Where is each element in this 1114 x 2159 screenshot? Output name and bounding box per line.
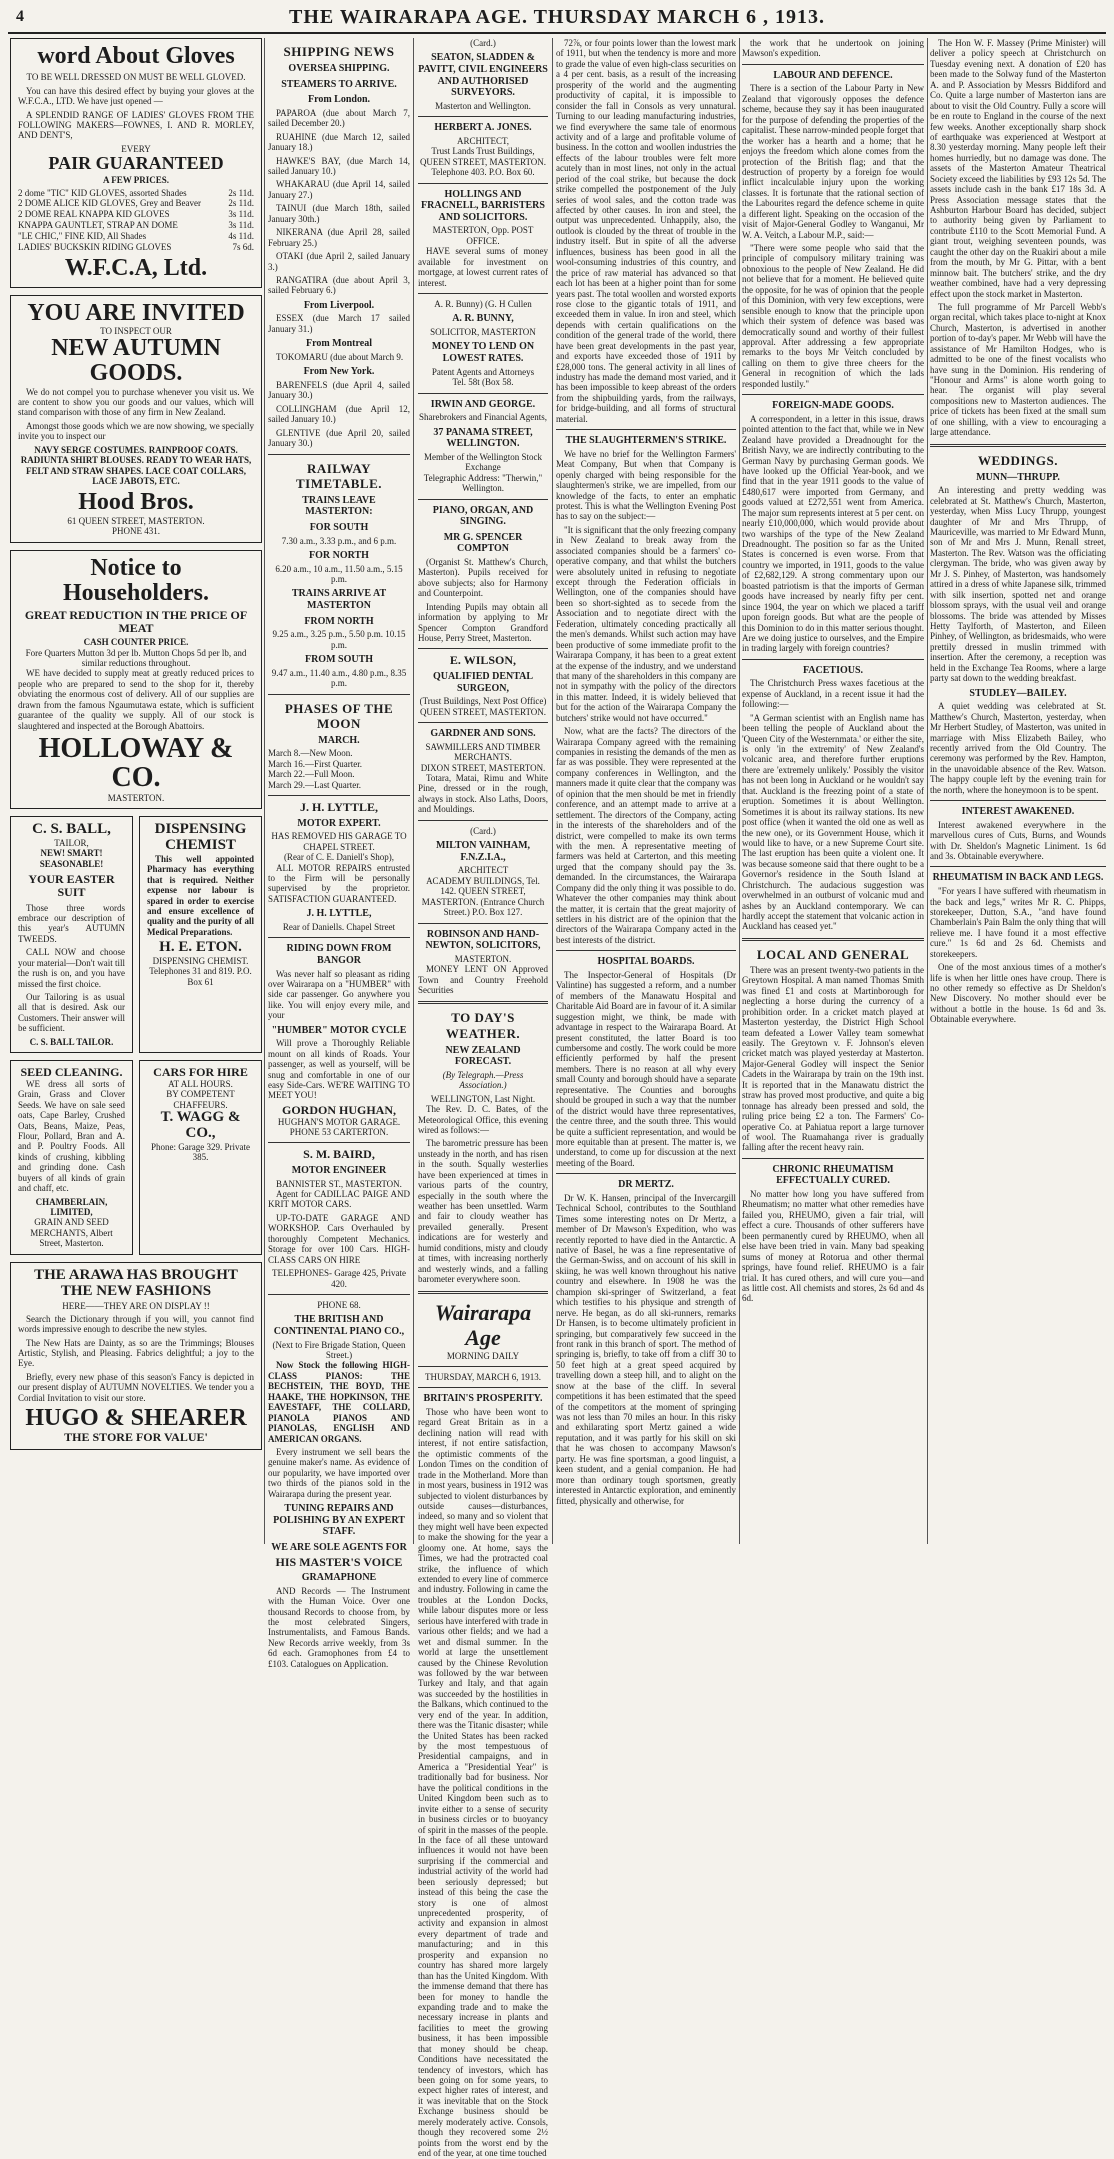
oversea-shipping: OVERSEA SHIPPING. <box>288 63 390 75</box>
ball-signature: C. S. BALL TAILOR. <box>29 1036 114 1047</box>
holloway-body: WE have decided to supply meat at greatly reduced prices to people who are prepared to send to the shop for it, thereby obviating the enormous cost of delivery. All of our supplies are drawn from the famous Ngaumutawa estate, which is sufficient guarantee of the quality we supply. All of our stock is slaughtered and inspected at the Borough Abattoirs. <box>18 668 254 731</box>
gardner-firm: GARDNER AND SONS. <box>430 728 536 740</box>
leader-date: THURSDAY, MARCH 6, 1913. <box>424 1372 542 1382</box>
shipping-line: RUAHINE (due March 12, sailed January 18.) <box>268 131 410 153</box>
railway-title: RAILWAY TIMETABLE. <box>295 460 383 491</box>
notice-headline: Notice to Householders. <box>62 554 209 606</box>
bangor-body-2: Will prove a Thoroughly Reliable mount on all kinds of Roads. Your passenger, as well as yourself, will be snug and comfortable in one of our easy Side-Cars. WE'RE WAITING TO MEET YOU! <box>268 1038 410 1101</box>
ball-tailor-advertisement <box>10 816 133 1053</box>
weather-forecast: NEW ZEALAND FORECAST. <box>445 1044 521 1068</box>
robinson-body: MONEY LENT ON Approved Town and Country Freehold Securities <box>418 964 548 995</box>
ball-body-3: Our Tailoring is as usual all that is desired. Ask our Customers. Their answer will be sufficient. <box>18 992 125 1034</box>
hood-invited: YOU ARE INVITED <box>27 299 245 326</box>
hood-goods-headline: NEW AUTUMN GOODS. <box>51 335 221 387</box>
labour-defence-title: LABOUR AND DEFENCE. <box>773 69 893 81</box>
moon-line: March 29.—Last Quarter. <box>268 779 361 790</box>
seed-title: SEED CLEANING. <box>20 1065 123 1080</box>
weather-by: (By Telegraph.—Press Association.) <box>442 1069 524 1091</box>
hood-body: We do not compel you to purchase whenever you visit us. We are content to show you our goods and our values, which will stand comparison with those of any firm in New Zealand. <box>18 386 254 418</box>
munn-thrupp-body: An interesting and pretty wedding was celebrated at St. Matthew's Church, Masterton, yesterday, when Miss Lucy Thrupp, youngest daughter of Mr and Mrs Thrupp, of Mauriceville, was married to Mr Edward Munn, son of Mr and Mrs J. Munn, Renall street, Masterton. The Rev. Watson was the officiating clergyman. The bride, who was given away by Mr J. S. Pinhey, of Masterton, was handsomely attired in a dress of white Japanese silk, trimmed with silk insertion, spotted net and orange blossom sprays, with the usual veil and orange blossoms. The bride was attended by Misses Hetty Taylforth, of Masterton, and Eileen Pinhey, of Wellington, as bridesmaids, who were prettily dressed in muslin trimmed with insertion. After the ceremony, a reception was held in the Exchange Tea Rooms, where a large party sat down to the wedding breakfast. <box>930 485 1106 684</box>
from-north: FROM NORTH <box>304 615 374 627</box>
piano-firm: THE BRITISH AND CONTINENTAL PIANO CO., <box>273 1314 405 1337</box>
seed-cleaning-advertisement <box>10 1060 133 1255</box>
vainham-address: ACADEMY BUILDINGS, Tel. 142. QUEEN STREET, MASTERTON. (Entrance Church Street.) P.O. Box 127. <box>421 875 545 918</box>
column-divider <box>739 38 740 1544</box>
moon-title: PHASES OF THE MOON <box>284 700 394 731</box>
hood-bros-advertisement <box>10 295 262 543</box>
weather-body-2: The barometric pressure has been unsteady in the north, and has risen in the south. Squally westerlies have been experienced at times in various parts of the country, especially in the south where the weather has been unsettled. Warm and fair to cloudy weather has prevailed generally. Present indications are for westerly and humid conditions, misty and cloudy at times, with increasing northerly and westerly winds, and a falling barometer everywhere soon. <box>418 1138 548 1285</box>
hood-body-2: Amongst those goods which we are now showing, we specially invite you to inspect our <box>18 420 254 442</box>
irwin-telegraphic: Telegraphic Address: "Therwin," Wellington. <box>423 472 543 494</box>
moon-line: March 8.—New Moon. <box>268 748 353 759</box>
bunny-role: SOLICITOR, MASTERTON <box>430 327 536 338</box>
column-divider <box>552 38 553 1544</box>
column-shipping-notices <box>268 38 410 1669</box>
piano-body: Now Stock the following HIGH-CLASS PIANOS: THE BECHSTEIN, THE BOYD, THE HAAKE, THE HOPKINSON, THE EAVESTAFF, THE COLLARD, PIANOLA PIANOS AND PIANOLAS, ENGLISH AND AMERICAN ORGANS. <box>268 1360 410 1444</box>
vainham-name: MILTON VAINHAM, F.N.Z.I.A., <box>435 840 531 863</box>
from-london: From London. <box>307 94 371 106</box>
ball-new: NEW! SMART! SEASONABLE! <box>39 848 104 869</box>
shipping-line: GLENTIVE (due April 20, sailed January 30.) <box>268 427 410 449</box>
facetious-body: The Christchurch Press waxes facetious at the expense of Auckland, in a recent issue it had the following:— <box>742 678 924 710</box>
arawa-here: HERE——THEY ARE ON DISPLAY !! <box>62 1301 210 1312</box>
piano-address: (Next to Fire Brigade Station, Queen Street.) <box>272 1339 406 1361</box>
mertz-title: DR MERTZ. <box>618 1179 674 1191</box>
cash-counter: CASH COUNTER PRICE. <box>83 637 189 648</box>
easter-suit: YOUR EASTER SUIT <box>28 872 115 899</box>
weather-title: TO DAY'S WEATHER. <box>445 1010 521 1041</box>
moon-month: MARCH. <box>318 734 360 746</box>
bangor-body: Was never half so pleasant as riding over Wairarapa on a "HUMBER" with side car passenger. Go anywhere you like. You will enjoy every mile, and your <box>268 968 410 1021</box>
wagg-phones: Phone: Garage 329. Private 385. <box>151 1141 250 1163</box>
foreign-goods-body: A correspondent, in a letter in this issue, draws pointed attention to the fact that, while we in New Zealand have provided a Dreadnought for the British Navy, we are indirectly contributing to the German Navy by purchasing German goods. We have looked up the Official Year-book, and we find that in the year 1911 goods to the value of £480,617 were imported from Germany, and goods valued at £272,551 went from America. The major sum represents interest at 5 per cent. on nearly £10,000,000, which would provide about two warships of the type of the New Zealand Dreadnought. The position so far as the United States is concerned is even worse. From that country we imported, in 1911, goods to the value of £2,682,129. A strong commentary upon our boasted patriotism is that the imports of German goods have increased by nearly fifty per cent. since 1904, the year on which we placed a tariff upon foreign goods. But what are the people of this Dominion to do in this matter serious thought. Are we doing justice to ourselves, and the Empire in trading largely with foreign countries? <box>742 413 924 654</box>
column-professional-cards <box>418 38 548 2159</box>
gardner-address: DIXON STREET, MASTERTON. <box>420 762 546 773</box>
lyttle-name: J. H. LYTTLE, <box>300 800 378 815</box>
piano-phone: PHONE 68. <box>317 1299 361 1310</box>
lyttle-rear: (Rear of C. E. Daniell's Shop), <box>283 852 395 863</box>
baird-telephones: TELEPHONES- Garage 425, Private 420. <box>272 1268 406 1289</box>
price-row: 2 DOME ALICE KID GLOVES, Grey and Beaver 2s 11d. <box>18 198 254 209</box>
for-north: FOR NORTH <box>309 549 369 561</box>
eton-phones: Telephones 31 and 819. P.O. Box 61 <box>149 966 252 987</box>
gardner-role: SAWMILLERS AND TIMBER MERCHANTS. <box>425 741 541 763</box>
vainham-role: ARCHITECT <box>457 865 509 876</box>
organ-recital: The full programme of Mr Parcell Webb's organ recital, which takes place to-night at Knox Church, Masterton, is advertised in another portion of to-day's paper. Mr Webb will have the assistance of Mr Hamilton Hodges, who is admitted to be one of the finest vocalists who have sung in the Dominion. His rendering of "Honour and Arms" is alone worth going to hear. The organist will play several compositions new to Masterton audiences. The price of tickets has been fixed at the small sum of one shilling, with a view to encouraging a large attendance. <box>930 301 1106 438</box>
column-editorials <box>556 38 736 1544</box>
morning-daily: MORNING DAILY <box>446 1350 520 1361</box>
sole-agents: WE ARE SOLE AGENTS FOR <box>271 1541 407 1553</box>
gloves-prices-heading: A FEW PRICES. <box>102 175 170 186</box>
gloves-body-2: A SPLENDID RANGE OF LADIES' GLOVES FROM THE FOLLOWING MAKERS—FOWNES, I. AND R. MORLEY, AND DENT'S, <box>18 109 254 141</box>
chamberlain-address: GRAIN AND SEED MERCHANTS, Albert Street, Masterton. <box>30 1217 113 1249</box>
trains-arrive: TRAINS ARRIVE AT MASTERTON <box>291 588 387 612</box>
cars-sub: AT ALL HOURS. <box>168 1078 233 1089</box>
hood-phone: PHONE 431. <box>111 526 160 537</box>
shipping-line: BARENFELS (due April 4, sailed January 30.) <box>268 379 410 401</box>
irwin-firm: IRWIN AND GEORGE. <box>430 398 536 410</box>
compton-body: (Organist St. Matthew's Church, Masterton). Pupils received for above subjects; also for Harmony and Counterpoint. <box>418 556 548 599</box>
mertz-continued: the work that he undertook on joining Mawson's expedition. <box>742 38 924 59</box>
lyttle-role: MOTOR EXPERT. <box>297 817 381 829</box>
his-masters-voice: HIS MASTER'S VOICE <box>275 1554 403 1569</box>
compton-body-2: Intending Pupils may obtain all information by applying to Mr Spencer Compton Grandford House, Perry Street, Masterton. <box>418 601 548 643</box>
seaton-firm: SEATON, SLADDEN & PAVITT, CIVIL ENGINEERS AND AUTHORISED SURVEYORS. <box>418 52 548 99</box>
ball-eton-row <box>10 816 262 1060</box>
holloway-advertisement <box>10 550 262 810</box>
hugo-shearer-firm: HUGO & SHEARER <box>25 1405 247 1432</box>
interest-awakened-title: INTEREST AWAKENED. <box>961 806 1075 818</box>
weather-body: The Rev. D. C. Bates, of the Meteorological Office, this evening wired as follows:— <box>418 1104 548 1135</box>
shipping-title: SHIPPING NEWS <box>283 44 395 59</box>
baird-agent: Agent for CADILLAC PAIGE AND KRIT MOTOR CARS. <box>268 1189 410 1210</box>
hughan-phone: PHONE 53 CARTERTON. <box>289 1126 389 1137</box>
ball-name: C. S. BALL, <box>32 821 111 838</box>
foreign-goods-title: FOREIGN-MADE GOODS. <box>772 400 894 412</box>
price-row: LADIES' BUCKSKIN RIDING GLOVES 7s 6d. <box>18 241 254 252</box>
studley-bailey-title: STUDLEY—BAILEY. <box>969 687 1067 699</box>
column-divider <box>413 38 414 1544</box>
shipping-line: PAPAROA (due about March 7, sailed December 20.) <box>268 107 410 129</box>
sheldon-body: One of the most anxious times of a mother's life is when her little ones have croup. There is no other remedy so effective as Dr Sheldon's New Discovery. No mother should ever be without a bottle in the house. 1s 6d and 3s. Obtainable everywhere. <box>930 962 1106 1025</box>
gloves-advertisement <box>10 38 262 288</box>
shipping-line: OTAKI (due April 2, sailed January 3.) <box>268 251 410 272</box>
bunny-telephone: Tel. 58t (Box 58. <box>452 377 514 388</box>
weddings-title: WEDDINGS. <box>978 452 1058 468</box>
ball-body-2: CALL NOW and choose your material—Don't wait till the rush is on, and you have missed the first choice. <box>18 947 125 989</box>
for-south: FOR SOUTH <box>309 521 369 533</box>
local-items: The Hon W. F. Massey (Prime Minister) will deliver a policy speech at Christchurch on Tuesday evening next. A donation of £20 has been made to the Solway fund of the Masterton A. and P. Association by Messrs Biddiford and Co. Quite a large number of Masterton ians are about to visit the Old Country. Fully a score will be en route to England in the course of the next few weeks. Another exceptionally sharp shock of earthquake was experienced at Westport at 8.30 yesterday morning. Many people left their homes hurriedly, but no damage was done. The assets of the Masterton Amateur Theatrical Society exceed the liabilities by £93 12s 5d. The assets include cash in the bank £17 18s 3d. A Press Association message states that the Ashburton Harbour Board has decided, subject to authority being given by Parliament to contribute £110 to the Scott Memorial Fund. A giant trout, weighing seventeen pounds, was caught the other day on the Ruakiri about a mile from the mouth, by Mr G. Pittar, with a bent minnow bait. The butchers' strike, and the dry weather combined, have had a very depressing effect upon the stock market in Masterton. <box>930 38 1106 299</box>
south-times: 7.30 a.m., 3.33 p.m., and 6 p.m. <box>281 535 397 546</box>
price-row: 2 DOME REAL KNAPPA KID GLOVES 3s 11d. <box>18 209 254 220</box>
jones-role: ARCHITECT, <box>456 135 510 146</box>
shipping-line: TAINUI (due March 18th, sailed January 30th.) <box>268 203 410 224</box>
hugo-shearer-advertisement <box>10 1262 262 1450</box>
bunny-patent: Patent Agents and Attorneys <box>431 366 535 377</box>
chamberlain-firm: CHAMBERLAIN, LIMITED, <box>35 1196 108 1218</box>
bunny-money: MONEY TO LEND ON LOWEST RATES. <box>431 341 535 365</box>
slaughtermen-quote: "It is significant that the only freezing company in New Zealand to break away from the associated companies should be a farmers' co-operative company, and that whilst the butchers were absolutely united in refusing to negotiate except through the Federation officials in Wellington, one of the companies should have been so short-sighted as to secede from the Association and to negotiate direct with the Federation, ultimately conceding practically all the men's demands. Whilst such action may have been productive of some immediate profit to the Wairarapa Company, it has been to a great extent at the expense of the industry, and we understand that many of the shareholders in this company are not in sympathy with the policy of the directors in this matter. Indeed, it is widely believed that but for the action of the Wairarapa Company the butchers' strike would not have occurred." <box>556 524 736 723</box>
from-liverpool: From Liverpool. <box>303 299 375 311</box>
ball-tailor: TAILOR, <box>54 838 89 849</box>
shipping-line: NIKERANA (due April 28, sailed February 25.) <box>268 227 410 248</box>
lyttle-removed: HAS REMOVED HIS GARAGE TO CHAPEL STREET. <box>271 831 407 852</box>
humber-cycle: "HUMBER" MOTOR CYCLE <box>271 1024 407 1036</box>
bunny-header: A. R. Bunny) (G. H Cullen <box>434 299 532 309</box>
gardner-body: Totara, Matai, Rimu and White Pine, dressed or in the rough, always in stock. Also Laths, Doors, and Mouldings. <box>418 772 548 815</box>
hollings-body: HAVE several sums of money available for investment on mortgage, at lowest current rates of interest. <box>418 246 548 288</box>
piano-body-2: Every instrument we sell bears the genuine maker's name. As evidence of our popularity, we have imported over two thirds of the pianos sold in the Wairarapa during the present year. <box>268 1446 410 1499</box>
bunny-name: A. R. BUNNY, <box>452 313 514 325</box>
wilson-name: E. WILSON, <box>449 653 517 668</box>
arawa-headline: THE ARAWA HAS BROUGHT <box>34 1266 238 1283</box>
from-south-times: 9.47 a.m., 11.40 a.m., 4.80 p.m., 8.35 p.m. <box>271 667 407 689</box>
arawa-body: Search the Dictionary through if you will, you cannot find words impressive enough to describe the new styles. <box>18 1313 254 1335</box>
shipping-line: TOKOMARU (due about March 9. <box>276 351 404 362</box>
labour-defence-body: There is a section of the Labour Party in New Zealand that vigorously opposes the defence scheme, because they say it has been inaugurated for the purpose of defending the properties of the capitalist. These narrow-minded people forget that the worker has a hearth and a home; that he enjoys the freedom which alone comes from the protection of the British flag; and that the destruction of property by a foreign foe would inflict incalculable injury upon the working classes. It is fortunate that the rational section of the Labourites regard the defence scheme in quite a different light. Speaking on the occasion of the visit of Major-General Godley to Wanganui, Mr W. A. Veitch, a Labour M.P., said:— <box>742 83 924 240</box>
jones-name: HERBERT A. JONES. <box>434 122 532 134</box>
gordon-hughan: GORDON HUGHAN, <box>282 1102 396 1117</box>
gloves-body: You can have this desired effect by buying your gloves at the W.F.C.A., LTD. We have just opened — <box>18 85 254 107</box>
gloves-price-list <box>18 188 254 253</box>
compton-name: MR G. SPENCER COMPTON <box>443 531 523 555</box>
lyttle-address: Rear of Daniells. Chapel Street <box>282 921 396 932</box>
dispensing-chemist: DISPENSING CHEMIST <box>154 821 247 854</box>
slaughtermen-title: THE SLAUGHTERMEN'S STRIKE. <box>565 435 727 447</box>
gloves-every: EVERY <box>121 143 151 154</box>
holloway-firm-name: HOLLOWAY & CO. <box>38 733 234 794</box>
page-number: 4 <box>16 8 24 25</box>
baird-role: MOTOR ENGINEER <box>291 1164 387 1176</box>
wagg-firm: T. WAGG & CO., <box>160 1109 241 1141</box>
arawa-headline-2: THE NEW FASHIONS <box>60 1282 212 1299</box>
hmv-body: AND Records — The Instrument with the Human Voice. Over one thousand Records to choose from, by the most celebrated Singers, Instrumentalists, and Famous Bands. New Records arrive weekly, from 3s 6d each. Gramophones from £4 to £103. Catalogues on Application. <box>268 1585 410 1669</box>
mertz-body: Dr W. K. Hansen, principal of the Invercargill Technical School, contributes to the Southland Times some interesting notes on Dr Mertz, a member of Dr Mawson's Expedition, who was recently reported to have died in the Antarctic. A native of Basel, he was a fine representative of the German-Swiss, and on account of his skill in skiing, he was well known throughout his native country and elsewhere. In 1908 he was the champion ski-springer of Switzerland, a feat which testifies to his physique and strength of nerve. He began, as do all ski-runners, remarks Dr Hansen, is to become ultimately proficient in springing, but comparatively few succeed in the front rank in this branch of sport. The method of springing is, briefly, to take off from a cliff 30 to 50 feet high at a great speed acquired by travelling down a steep hill, and to alight on the snow at the base of the cliff. In several competitions it has been estimated that the speed of the competitors at the moment of springing was not less than 70 miles an hour. In this risky and exhilarating sport Mertz gained a wide reputation, and it was partly for his skill on ski that he was chosen to accompany Mawson's party. He was fine sportsman, a good linguist, a keen student, and a genial companion. He had more than ordinary tough sportsmen, greatly interested in Antarctic exploration, and eminently fitted, physically and otherwise, for <box>556 1192 736 1506</box>
column-divider <box>264 38 265 1544</box>
slaughtermen-body: We have no brief for the Wellington Farmers' Meat Company, But when that Company is openly charged with being responsible for the slaughtermen's strike, we are impelled, from our knowledge of the facts, to enter an emphatic protest. This is what the Wellington Evening Post has to say on the subject:— <box>556 448 736 522</box>
prosperity-body: Those who have been wont to regard Great Britain as in a declining nation will read with interest, if not entire satisfaction, the optimistic comments of the London Times on the condition of trade in the Motherland. More than in most years, business in 1912 was subjected to violent disturbances by outside causes—disturbances, indeed, so many and so violent that they might well have been expected to make the showing for the year a gloomy one. At home, says the Times, we had the protracted coal strike, the influence of which extended to every line of commerce and industry. Following in came the troubles at the London Docks, while labour disputes more or less serious have interfered with trade in various other fields; and we had a wet and dismal summer. In the world at large the unsettlement caused by the Chinese Revolution was followed by the war between Turkey and Italy, and that again was succeeded by the hostilities in the Balkans, which continued to the very end of the year. In addition, there was the Titanic disaster; while the United States has been racked by the most tempestuous of Presidential campaigns, and in America a "Presidential Year" is traditionally bad for business. Nor have the political conditions in the United Kingdom been such as to invite either to a sense of security in business circles or to buoyancy of spirit in the masses of the people. In the face of all these untoward influences it would not have been surprising if the commercial and industrial activity of the world had been seriously depressed; but instead of this being the case the story is one of almost unprecedented prosperity, of activity and expansion in almost every department of trade and manufacturing; and in this prosperity and expansion no country has shared more largely than has the United Kingdom. With the immense demand that there has been for money to handle the expanding trade and to make the necessary increase in plants and facilities to meet the growing business, it has been impossible that money should be cheap. Conditions have necessitated the tendency of investors, which has been going on for some years, to expect higher rates of interest, and it was inevitable that on the Stock Exchange business should be merely moderately active. Consols, though they recovered some 2½ points from the worst end by the end of the year, at one time touched <box>418 1407 548 2159</box>
meat-reduction: GREAT REDUCTION IN THE PRICE OF MEAT <box>24 607 248 635</box>
holloway-town: MASTERTON. <box>107 792 165 803</box>
arawa-body-2: The New Hats are Dainty, as so are the Trimmings; Blouses Artistic, Stylish, and Pleasing. Fabrics delightful; a joy to the Eye. <box>18 1337 254 1369</box>
ball-body: Those three words embrace our description of this year's AUTUMN TWEEDS. <box>18 902 125 944</box>
trains-leave: TRAINS LEAVE MASTERTON: <box>302 494 376 518</box>
from-south: FROM SOUTH <box>304 654 374 666</box>
column-news <box>742 38 924 1544</box>
seed-body: WE dress all sorts of Grain, Grass and Clover Seeds. We have on sale seed oats, Cape Barley, Crushed Oats, Beans, Maize, Peas, Flour, Pollard, Bran and A. and P. Poultry Foods. All kinds of crushing, kibbling and grinding done. Cash buyers of all kinds of grain and chaff, etc. <box>18 1078 125 1194</box>
from-montreal: From Montreal <box>305 338 372 350</box>
chronic-rheumatism-body: No matter how long you have suffered from Rheumatism; no matter what other remedies have failed you, RHEUMO, given a fair trial, will effect a cure. Thousands of other sufferers have been permanently cured by RHEUMO, when all else have been tried in vain. Many bad speaking sums of money at Rotorua and other thermal springs, have found relief. RHEUMO is a fair trial. It has cured others, and will cure you—and as little cost. All chemists and stores, 2s 6d and 4s 6d. <box>742 1189 924 1304</box>
tuning-line: TUNING REPAIRS AND POLISHING BY AN EXPERT STAFF. <box>273 1503 405 1538</box>
moon-line: March 22.—Full Moon. <box>268 769 355 780</box>
shipping-line: ESSEX (due March 17 sailed January 31.) <box>268 313 410 334</box>
munn-thrupp-title: MUNN—THRUPP. <box>976 471 1060 483</box>
wilson-address: (Trust Buildings, Next Post Office) QUEEN STREET, MASTERTON. <box>419 696 547 717</box>
rheumatism-back-body: "For years I have suffered with rheumatism in the back and legs," writes Mr R. C. Phipps, storekeeper, Dutton, S.A., "and have found Chamberlain's Pain Balm the only thing that will relieve me. I have found it a most effective cure." 1s 6d and 2s 6d. Chemists and storekeepers. <box>930 886 1106 959</box>
shipping-line: RANGATIRA (due about April 3, sailed February 6.) <box>268 274 410 296</box>
hollings-address: MASTERTON, Opp. POST OFFICE. <box>432 225 534 246</box>
prosperity-continued: 72⅞, or four points lower than the lowest mark of 1911, but when the tendency is more and more to grade the value of even high-class securities on a 4 per cent. basis, as a result of the increasing prosperity of the world and the augmenting productivity of capital, it is impossible to consider the fall in Consols as very unnatural. Turning to our leading manufacturing industries, we find everywhere the same tale of enormous activity and of a large and profitable volume of business. In the cotton and woollen industries the effects of the labour troubles were felt more acutely than in most lines, not only in the actual period of the coal strike, but because the dock strike compelled the postponement of the July series of wool sales, and the cotton trade was affected by other causes. In iron and steel, the output was unprecedented. Unhappily, also, the outlook is clouded by the threat of trouble in the industry itself. But in spite of all the adverse influences, business has been good in all the wool-consuming industries of this country, and the price of raw material has advanced so that each lot has been at a higher point than for some years past. The total woollen and worsted exports rose close to the gigantic totals of 1911, and exceeded them in value. In iron and steel, which depends with certain qualifications on the condition of the general trade of the world, there have been great developments in the past year, and exports have exceeded those of 1911 by £28,000 tons. The general activity in all lines of industry has made the demand most varied, and it has been impossible to keep abreast of the orders from the shipbuilding yards, from the railways, for bridge-building, and all forms of structural material. <box>556 38 736 424</box>
price-row: 2 dome "TIC" KID GLOVES, assorted Shades 2s 11d. <box>18 187 254 198</box>
robinson-firm: ROBINSON AND HAND-NEWTON, SOLICITORS, <box>425 928 541 952</box>
wairarapa-age-logo: Wairarapa Age <box>434 1299 532 1351</box>
price-row: KNAPPA GAUNTLET, STRAP AN DOME 3s 11d. <box>18 219 254 230</box>
north-times: 6.20 a.m., 10 a.m., 11.50 a.m., 5.15 p.m. <box>275 563 403 584</box>
hughan-garage: HUGHAN'S MOTOR GARAGE. <box>277 1116 401 1127</box>
lyttle-signature: J. H. LYTTLE, <box>306 908 372 920</box>
facetious-title: FACETIOUS. <box>802 664 864 676</box>
hood-address: 61 QUEEN STREET, MASTERTON. <box>67 515 205 526</box>
labour-defence-quote: "There were some people who said that the principle of compulsory military training was obnoxious to the people of New Zealand. He did not believe that for a moment. He believed quite the opposite, for he was of opinion that the people of this Dominion, with very few exceptions, were sensible enough to know that the principle upon which their system of defence was based was democratically sound and worthy of their fullest approval. After addressing a few appropriate remarks to the boys Mr Veitch concluded by calling on them to give three cheers for the General in recognition of which the lads responded lustily." <box>742 243 924 389</box>
seaton-card: (Card.) <box>470 38 496 48</box>
meat-prices: Fore Quarters Mutton 3d per lb. Mutton Chops 5d per lb, and similar reductions throughout. <box>25 647 247 668</box>
price-row: "LE CHIC," FINE KID, All Shades 4s 11d. <box>18 230 254 241</box>
facetious-quote: "A German scientist with an English name has been telling the people of Auckland about the 'Queen City of the Westernmata.' or either the site, is only 'in the extremity' of New Zealand's volcanic area, and therefore further eruptions there are 'extremely unlikely.' Possibly the visitor has not been long in Auckland or he wouldn't say that. Auckland is the freezing point of a state of eruption. Sometimes it is about Wellington. Sometimes it is about its railway stations. Its new post office (when it wanted the old one as well as the new one), or its Government House, which it would like to have, or a new Supreme Court site. The last eruption has been quite a violent one. It was because someone said that there ought to be a Governor's residence in the South Island at Christchurch. The audacious suggestion was overwhelmed in an outburst of volcanic mud and ashes by an Auckland contemporary. We can hardly accept the statement that volcanic action in Auckland has ceased yet." <box>742 712 924 932</box>
from-north-times: 9.25 a.m., 3.25 p.m., 5.50 p.m. 10.15 p.m. <box>272 629 406 650</box>
seaton-address: Masterton and Wellington. <box>435 100 531 111</box>
gloves-headline: word About Gloves <box>37 43 235 69</box>
irwin-role: Sharebrokers and Financial Agents, <box>419 412 547 423</box>
jones-telephone: Telephone 403. P.O. Box 60. <box>431 167 535 178</box>
irwin-member: Member of the Wellington Stock Exchange <box>423 451 543 473</box>
eton-role: DISPENSING CHEMIST. <box>152 956 249 967</box>
newspaper-title: THE WAIRARAPA AGE. THURSDAY MARCH 6 , 1913. <box>288 6 826 28</box>
local-general-body: There was an present twenty-two patients in the Greytown Hospital. A man named Thomas Smith was fined £1 and costs at Martinborough for neglecting a horse during the currency of a prohibition order. In a cricket match played at Masterton yesterday, the District High School team defeated a Lower Valley team somewhat easily. The Greytown v. F. Johnson's eleven cricket match was played yesterday at Masterton. Major-General Godley will inspect the Senior Cadets in the Wairarapa by train on the 19th inst. It is reported that in the Manawatu district the straw has proved most productive, and quite a big tonnage has already been pressed and sold, the ruling price being £2 a ton. The Farmers' Co-operative Co. at Pahiatua report a large turnover of wool. The Ruamahanga river is gradually falling after the recent heavy rain. <box>742 964 924 1153</box>
eton-chemist-advertisement <box>139 816 262 1053</box>
seed-cars-row <box>10 1060 262 1262</box>
rheumatism-back-title: RHEUMATISM IN BACK AND LEGS. <box>932 872 1104 884</box>
shipping-line: HAWKE'S BAY, (due March 14, sailed January 10.) <box>268 155 410 177</box>
lyttle-body: ALL MOTOR REPAIRS entrusted to the Firm will be personally supervised by the proprietor. SATISFACTION GUARANTEED. <box>268 862 410 904</box>
jones-address: Trust Lands Trust Buildings, QUEEN STREET, MASTERTON. <box>419 146 547 167</box>
hugo-shearer-slogan: THE STORE FOR VALUE' <box>64 1430 208 1445</box>
cars-title: CARS FOR HIRE <box>153 1065 248 1080</box>
hood-firm-name: Hood Bros. <box>78 489 194 516</box>
interest-awakened-body: Interest awakened everywhere in the marvellous cures of Cuts, Burns, and Wounds with Dr. Sheldon's Magnetic Liniment. 1s 6d and 3s. Obtainable everywhere. <box>930 819 1106 862</box>
hood-to-inspect: TO INSPECT OUR <box>100 325 172 336</box>
column-local-weddings <box>930 38 1106 1544</box>
shipping-line: COLLINGHAM (due April 12, sailed January 10.) <box>268 403 410 425</box>
eton-name: H. E. ETON. <box>159 939 242 956</box>
gloves-tagline: TO BE WELL DRESSED ON MUST BE WELL GLOVED. <box>26 72 246 83</box>
local-general-title: LOCAL AND GENERAL <box>756 946 910 962</box>
irwin-address: 37 PANAMA STREET, WELLINGTON. <box>433 426 533 450</box>
column-divider <box>927 38 928 1544</box>
slaughtermen-body-2: Now, what are the facts? The directors of the Wairarapa Company agreed with the remaining companies in resisting the demands of the men as far as was possible. They were represented at the company conferences in Wellington, and the manners made it quite clear that the company was of opinion that the men should be met in friendly conference, and an attempt made to arrive at a settlement. The directors of the Company, acting in the interests of the shareholders and of the district, were compelled to make its own terms with the men. A representative meeting of farmers was held at Carterton, and this meeting urged that the company should pay the 3s. demanded. In the circumstances, the Wairarapa Company did the only thing it was possible to do. Whatever the other companies may think about the matter, it is certain that the great majority of settlers in his district are of the opinion that the directors of the Wairarapa Company acted in the best interests of the district. <box>556 726 736 945</box>
bangor-title: RIDING DOWN FROM BANGOR <box>286 943 392 966</box>
baird-body: UP-TO-DATE GARAGE AND WORKSHOP. Cars Overhauled by thoroughly Competent Mechanics. Storage for over 100 Cars. HIGH-CLASS CARS ON HIRE <box>268 1212 410 1265</box>
hospital-title: HOSPITAL BOARDS. <box>597 956 695 968</box>
from-new-york: From New York. <box>303 366 375 378</box>
gramophone: GRAMAPHONE <box>301 1572 377 1584</box>
gloves-firm-name: W.F.C.A, Ltd. <box>64 255 208 282</box>
studley-bailey-body: A quiet wedding was celebrated at St. Matthew's Church, Masterton, yesterday, when Mr Herbert Studley, of Masterton, was united in marriage with Miss Elizabeth Bailey, who recently arrived from the Old Country. The ceremony was performed by the Rev. Hampton, in the unavoidable absence of the Rev. Watson. The happy couple left by the evening train for the north, where the honeymoon is to be spent. <box>930 701 1106 795</box>
dispensing-body: This well appointed Pharmacy has everything that is required. Neither expense nor labour is spared in order to exercise and ensure excellence of quality and the purity of all Medical Preparations. <box>147 853 254 937</box>
hollings-firm: HOLLINGS AND FRACNELL, BARRISTERS AND SOLICITORS. <box>421 188 545 223</box>
robinson-town: MASTERTON. <box>454 953 512 964</box>
masthead <box>8 6 1106 34</box>
vainham-card: (Card.) <box>470 825 496 836</box>
steamers-to-arrive: STEAMERS TO ARRIVE. <box>281 78 397 90</box>
gloves-guarantee: PAIR GUARANTEED <box>48 153 224 174</box>
baird-address: BANNISTER ST., MASTERTON. <box>276 1178 402 1189</box>
moon-line: March 16.—First Quarter. <box>268 758 362 769</box>
cars-for-hire-advertisement <box>139 1060 262 1255</box>
hood-items: NAVY SERGE COSTUMES. RAINPROOF COATS. RADIUNTA SHIRT BLOUSES. READY TO WEAR HATS, FELT AND STRAW SHAPES. LACE COAT COLLARS, LACE JABOTS, ETC. <box>20 444 252 487</box>
prosperity-title: BRITAIN'S PROSPERITY. <box>423 1393 543 1405</box>
weather-place: WELLINGTON, Last Night. <box>430 1093 536 1104</box>
shipping-line: WHAKARAU (due April 14, sailed January 27.) <box>268 179 410 200</box>
hospital-body: The Inspector-General of Hospitals (Dr Valintine) has suggested a reform, and a number of members of the Manawatu Hospital and Charitable Aid Board are in favour of it. A similar suggestion might, we think, be made with advantage in respect to the Wairarapa Board. At present constituted, the latter Board is too cumbersome and costly. The work could be more efficiently performed by half the present members. There is no reason at all why every small County and borough should have a separate representative. The Counties and boroughs should be grouped in such a way that the number of the district would have three representatives, the centre three, and the south three. This would be quite a sufficient representation, and would be more equitable than at present. The matter is, we understand, to come up for discussion at the next meeting of the Board. <box>556 969 736 1168</box>
baird-name: S. M. BAIRD, <box>303 1147 375 1162</box>
arawa-body-3: Briefly, every new phase of this season's Fancy is depicted in our present display of AUTUMN NOVELTIES. We tender you a Cordial Invitation to visit our store. <box>18 1371 254 1403</box>
column-advertisements <box>10 38 262 1544</box>
chronic-rheumatism-title: CHRONIC RHEUMATISM EFFECTUALLY CURED. <box>772 1163 894 1187</box>
wilson-role: QUALIFIED DENTAL SURGEON, <box>432 670 534 694</box>
cars-by: BY COMPETENT CHAFFEURS. <box>166 1089 235 1110</box>
compton-heading: PIANO, ORGAN, AND SINGING. <box>432 504 534 528</box>
